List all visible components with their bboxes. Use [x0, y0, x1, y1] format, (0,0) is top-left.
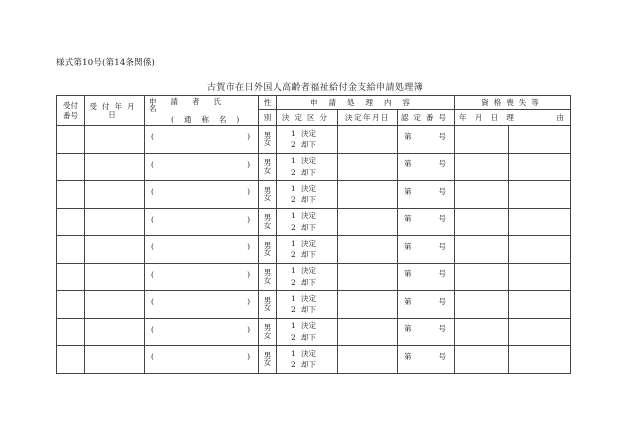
applicant-name-cell[interactable]: [145, 263, 259, 291]
header-application-processing: 申請処理内容: [277, 96, 455, 110]
alias-paren-close: ): [247, 324, 250, 334]
option-2-number: 2: [291, 360, 296, 370]
certification-number-cell[interactable]: [398, 291, 455, 319]
header-row-1: [57, 96, 571, 110]
decision-date-cell[interactable]: [338, 291, 398, 319]
loss-reason-cell[interactable]: [509, 153, 571, 181]
reception-date-cell[interactable]: [85, 263, 145, 291]
decision-date-cell[interactable]: [338, 263, 398, 291]
option-1-number: 1: [291, 321, 296, 331]
reception-number-cell[interactable]: [57, 263, 85, 291]
decision-date-cell[interactable]: [338, 181, 398, 209]
reception-date-cell[interactable]: [85, 346, 145, 374]
sex-cell[interactable]: [259, 181, 277, 209]
option-rejected: 却下: [301, 250, 316, 260]
header-date-reason: [455, 110, 571, 126]
option-1-number: 1: [291, 156, 296, 166]
reception-number-cell[interactable]: [57, 153, 85, 181]
reception-number-cell[interactable]: [57, 291, 85, 319]
certification-number-cell[interactable]: [398, 263, 455, 291]
cert-prefix: 第: [404, 186, 412, 196]
option-rejected: 却下: [301, 360, 316, 370]
option-2-number: 2: [291, 250, 296, 260]
header-reason-yu: 由: [556, 112, 564, 122]
option-rejected: 却下: [301, 305, 316, 315]
option-1-number: 1: [291, 266, 296, 276]
sex-cell[interactable]: [259, 153, 277, 181]
alias-paren-close: ): [247, 297, 250, 306]
header-applicant-name: [145, 96, 259, 126]
loss-reason-cell[interactable]: [509, 126, 571, 154]
sex-female: 女: [263, 275, 272, 285]
document-title: 古賀市在日外国人高齢者福祉給付金支給申請処理簿: [206, 83, 424, 93]
option-2-number: 2: [291, 305, 296, 315]
sex-male: 男: [263, 213, 272, 223]
cert-prefix: 第: [404, 269, 412, 278]
table-row: [57, 126, 571, 154]
option-decided: 決定: [301, 183, 316, 193]
option-rejected: 却下: [301, 222, 316, 232]
sex-female: 女: [263, 248, 272, 258]
sex-female: 女: [263, 220, 272, 230]
option-1-number: 1: [291, 293, 296, 303]
sex-female: 女: [263, 193, 272, 203]
table-row: [57, 153, 571, 181]
option-decided: 決定: [301, 348, 316, 358]
certification-number-cell[interactable]: [398, 153, 455, 181]
sex-female: 女: [263, 358, 272, 368]
reception-date-cell[interactable]: [85, 208, 145, 236]
alias-paren-close: ): [247, 187, 250, 196]
applicant-name-cell[interactable]: [145, 126, 259, 154]
option-2-number: 2: [291, 195, 296, 205]
decision-category-cell[interactable]: [277, 346, 338, 374]
cert-prefix: 第: [404, 324, 412, 333]
certification-number-cell[interactable]: [398, 346, 455, 374]
alias-paren-close: ): [247, 242, 250, 251]
processing-ledger-table: [56, 95, 571, 374]
cert-suffix: 号: [438, 186, 447, 196]
option-decided: 決定: [301, 321, 316, 331]
alias-paren-open: (: [151, 242, 154, 251]
option-2-number: 2: [291, 167, 296, 177]
cert-prefix: 第: [404, 351, 412, 361]
cert-suffix: 号: [438, 324, 447, 333]
option-1-number: 1: [291, 211, 296, 221]
option-decided: 決定: [301, 128, 316, 138]
alias-paren-open: (: [151, 324, 154, 334]
option-decided: 決定: [301, 211, 316, 221]
cert-prefix: 第: [404, 131, 412, 141]
option-decided: 決定: [301, 238, 316, 248]
loss-date-cell[interactable]: [455, 291, 509, 319]
form-number: 様式第10号(第14条関係): [56, 58, 156, 68]
cert-prefix: 第: [404, 241, 412, 251]
loss-date-cell[interactable]: [455, 318, 509, 346]
header-applicant-alias: (通称名): [171, 114, 250, 124]
cert-prefix: 第: [404, 296, 412, 306]
cert-suffix: 号: [438, 296, 447, 306]
reception-date-cell[interactable]: [85, 318, 145, 346]
sex-cell[interactable]: [259, 263, 277, 291]
alias-paren-open: (: [151, 132, 154, 141]
applicant-name-cell[interactable]: [145, 153, 259, 181]
alias-paren-open: (: [151, 159, 154, 169]
reception-date-cell[interactable]: [85, 236, 145, 264]
sex-male: 男: [263, 350, 272, 360]
option-decided: 決定: [301, 293, 316, 303]
reception-number-cell[interactable]: [57, 208, 85, 236]
option-1-number: 1: [291, 348, 296, 358]
sex-male: 男: [263, 295, 272, 305]
loss-reason-cell[interactable]: [509, 291, 571, 319]
applicant-name-cell[interactable]: [145, 318, 259, 346]
header-qualification-loss: 資格喪失等: [455, 96, 571, 110]
decision-category-cell[interactable]: [277, 318, 338, 346]
sex-male: 男: [263, 130, 272, 140]
reception-date-cell[interactable]: [85, 153, 145, 181]
option-rejected: 却下: [301, 195, 316, 205]
header-sex-bottom: 別: [259, 110, 277, 126]
sex-male: 男: [263, 185, 272, 195]
table-row: [57, 291, 571, 319]
cert-suffix: 号: [438, 351, 447, 361]
decision-category-cell[interactable]: [277, 208, 338, 236]
certification-number-cell[interactable]: [398, 236, 455, 264]
option-2-number: 2: [291, 332, 296, 342]
decision-date-cell[interactable]: [338, 236, 398, 264]
sex-male: 男: [263, 268, 272, 278]
option-rejected: 却下: [301, 332, 316, 342]
option-2-number: 2: [291, 140, 296, 150]
alias-paren-open: (: [151, 187, 154, 196]
header-reception-number-line2: 番号: [63, 111, 78, 120]
loss-date-cell[interactable]: [455, 263, 509, 291]
cert-suffix: 号: [438, 269, 447, 278]
applicant-name-cell[interactable]: [145, 181, 259, 209]
cert-suffix: 号: [438, 159, 447, 168]
certification-number-cell[interactable]: [398, 126, 455, 154]
sex-male: 男: [263, 323, 272, 333]
sex-female: 女: [263, 303, 272, 313]
decision-date-cell[interactable]: [338, 208, 398, 236]
option-rejected: 却下: [301, 140, 316, 150]
table-row: [57, 208, 571, 236]
reception-number-cell[interactable]: [57, 236, 85, 264]
loss-reason-cell[interactable]: [509, 208, 571, 236]
loss-date-cell[interactable]: [455, 181, 509, 209]
cert-suffix: 号: [438, 241, 447, 251]
header-reception-date: 受付年月日: [85, 96, 145, 126]
decision-category-cell[interactable]: [277, 153, 338, 181]
alias-paren-open: (: [151, 214, 154, 224]
loss-reason-cell[interactable]: [509, 318, 571, 346]
cert-prefix: 第: [404, 159, 412, 168]
cert-suffix: 号: [438, 131, 447, 141]
decision-date-cell[interactable]: [338, 318, 398, 346]
decision-category-cell[interactable]: [277, 181, 338, 209]
loss-date-cell[interactable]: [455, 346, 509, 374]
alias-paren-close: ): [247, 132, 250, 141]
sex-cell[interactable]: [259, 208, 277, 236]
sex-cell[interactable]: [259, 291, 277, 319]
alias-paren-close: ): [247, 214, 250, 224]
option-1-number: 1: [291, 183, 296, 193]
header-certification-number: 認定番号: [398, 110, 455, 126]
sex-female: 女: [263, 330, 272, 340]
option-1-number: 1: [291, 238, 296, 248]
decision-category-cell[interactable]: [277, 126, 338, 154]
option-2-number: 2: [291, 277, 296, 287]
loss-date-cell[interactable]: [455, 126, 509, 154]
table-row: [57, 346, 571, 374]
table-row: [57, 318, 571, 346]
sex-male: 男: [263, 158, 272, 168]
table-row: [57, 236, 571, 264]
header-reason-month: 月: [474, 112, 483, 122]
decision-category-cell[interactable]: [277, 263, 338, 291]
cert-prefix: 第: [404, 214, 412, 223]
sex-cell[interactable]: [259, 346, 277, 374]
applicant-name-cell[interactable]: [145, 208, 259, 236]
certification-number-cell[interactable]: [398, 318, 455, 346]
header-reason-ri: 理: [506, 112, 514, 122]
loss-reason-cell[interactable]: [509, 263, 571, 291]
header-reason-year: 年: [459, 112, 467, 122]
table-row: [57, 181, 571, 209]
applicant-name-cell[interactable]: [145, 346, 259, 374]
applicant-name-cell[interactable]: [145, 291, 259, 319]
sex-male: 男: [263, 240, 272, 250]
table-row: [57, 263, 571, 291]
header-decision-date: 決定年月日: [338, 110, 398, 126]
loss-reason-cell[interactable]: [509, 236, 571, 264]
sex-female: 女: [263, 138, 272, 148]
alias-paren-close: ): [247, 352, 250, 361]
sex-cell[interactable]: [259, 236, 277, 264]
alias-paren-open: (: [151, 352, 154, 361]
reception-number-cell[interactable]: [57, 181, 85, 209]
loss-date-cell[interactable]: [455, 208, 509, 236]
decision-date-cell[interactable]: [338, 346, 398, 374]
header-applicant-name-line1: 申請者氏名: [149, 96, 235, 114]
certification-number-cell[interactable]: [398, 181, 455, 209]
alias-paren-close: ): [247, 269, 250, 279]
sex-cell[interactable]: [259, 126, 277, 154]
applicant-name-cell[interactable]: [145, 236, 259, 264]
decision-category-cell[interactable]: [277, 236, 338, 264]
alias-paren-open: (: [151, 297, 154, 306]
loss-date-cell[interactable]: [455, 236, 509, 264]
option-1-number: 1: [291, 128, 296, 138]
cert-suffix: 号: [438, 214, 447, 223]
sex-cell[interactable]: [259, 318, 277, 346]
alias-paren-close: ): [247, 159, 250, 169]
header-reception-number-line1: 受付: [63, 100, 78, 110]
loss-reason-cell[interactable]: [509, 346, 571, 374]
option-decided: 決定: [301, 156, 316, 166]
header-sex-top: 性: [259, 96, 277, 110]
option-rejected: 却下: [301, 277, 316, 287]
certification-number-cell[interactable]: [398, 208, 455, 236]
decision-date-cell[interactable]: [338, 153, 398, 181]
reception-number-cell[interactable]: [57, 126, 85, 154]
loss-date-cell[interactable]: [455, 153, 509, 181]
reception-number-cell[interactable]: [57, 318, 85, 346]
sex-female: 女: [263, 165, 272, 175]
alias-paren-open: (: [151, 269, 154, 279]
option-2-number: 2: [291, 222, 296, 232]
decision-date-cell[interactable]: [338, 126, 398, 154]
loss-reason-cell[interactable]: [509, 181, 571, 209]
reception-date-cell[interactable]: [85, 126, 145, 154]
decision-category-cell[interactable]: [277, 291, 338, 319]
reception-number-cell[interactable]: [57, 346, 85, 374]
header-reception-number: [57, 96, 85, 126]
option-decided: 決定: [301, 266, 316, 276]
header-reason-day: 日: [490, 112, 499, 122]
option-rejected: 却下: [301, 167, 316, 177]
header-decision-category: 決定区分: [277, 110, 338, 126]
reception-date-cell[interactable]: [85, 181, 145, 209]
reception-date-cell[interactable]: [85, 291, 145, 319]
